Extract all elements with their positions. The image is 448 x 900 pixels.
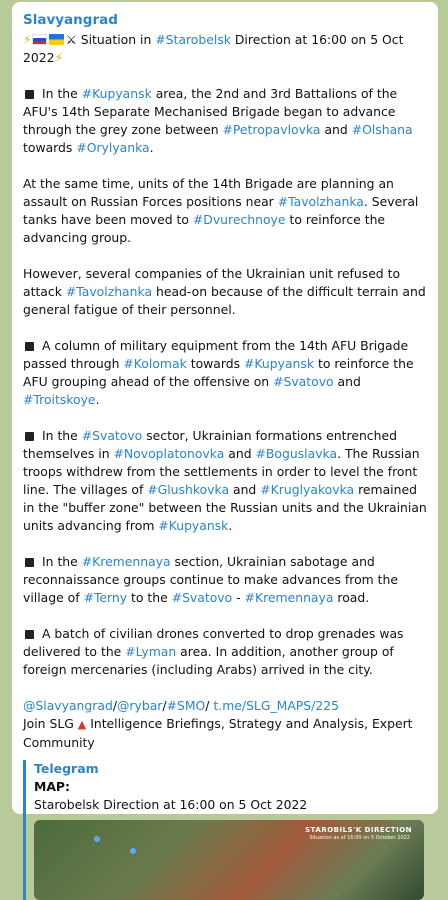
hashtag-link[interactable]: #Kremennaya — [81, 554, 171, 569]
hashtag-link[interactable]: #Kolomak — [123, 356, 187, 371]
hashtag-link[interactable]: #Tavolzhanka — [65, 284, 153, 299]
preview-description: Starobelsk Direction at 16:00 on 5 Oct 2022 — [34, 797, 308, 812]
paragraph-3: However, several companies of the Ukrainian unit refused to attack #Tavolzhanka head-on because of the difficult terrain and general fatigue of their personnel. — [23, 266, 426, 317]
lightning-icon: ⚡ — [54, 50, 64, 65]
mention-link[interactable]: @Slavyangrad — [23, 698, 113, 713]
russia-flag-icon — [32, 34, 47, 45]
hashtag-link[interactable]: #Kupyansk — [81, 86, 152, 101]
hashtag-link[interactable]: #Petropavlovka — [222, 122, 321, 137]
preview-title: MAP: — [34, 779, 70, 794]
hashtag-link[interactable]: #Kupyansk — [244, 356, 315, 371]
red-triangle-icon: ▲ — [77, 718, 87, 731]
headline: ⚡ ⚔ Situation in #Starobelsk Direction at 16:00 on 5 Oct 2022⚡ — [23, 32, 404, 65]
hashtag-link[interactable]: #Kremennaya — [244, 590, 334, 605]
hashtag-link[interactable]: #Troitskoye — [23, 392, 96, 407]
message-text — [23, 31, 428, 752]
link-preview[interactable] — [23, 760, 428, 900]
lightning-icon: ⚡ — [23, 32, 32, 47]
channel-name[interactable]: Slavyangrad — [23, 12, 118, 28]
map-label: STAROBILS'K DIRECTION — [305, 826, 412, 834]
hashtag-link[interactable]: #Starobelsk — [155, 32, 231, 47]
paragraph-2: At the same time, units of the 14th Brigade are planning an assault on Russian Forces positions near #Tavolzhanka. Several tanks have been moved to #Dvurechnoye to reinforce the advancing group. — [23, 176, 419, 245]
hashtag-link[interactable]: #Tavolzhanka — [277, 194, 364, 209]
hashtag-link[interactable]: #Terny — [83, 590, 128, 605]
map-marker-icon — [94, 836, 100, 842]
paragraph-5: In the #Svatovo sector, Ukrainian formations entrenched themselves in #Novoplatonovka and #Boguslavka. The Russian troops withdrew from the settlements in order to level the front line. The villages of #Glushkovka and #Kruglyakovka remained in the "buffer zone" between the Russian units and the Ukrainian units advancing from #Kupyansk. — [23, 428, 427, 533]
preview-site-name: Telegram — [34, 761, 99, 776]
hashtag-link[interactable]: #SMO — [166, 698, 206, 713]
message-bubble — [12, 2, 438, 841]
hashtag-link[interactable]: #Dvurechnoye — [192, 212, 286, 227]
black-square-icon — [25, 630, 34, 639]
url-link[interactable]: t.me/SLG_MAPS/225 — [213, 698, 339, 713]
channel-links: @Slavyangrad/@rybar/#SMO/ t.me/SLG_MAPS/225 Join SLG ▲ Intelligence Briefings, Strategy and Analysis, Expert Community — [23, 698, 413, 750]
paragraph-6: In the #Kremennaya section, Ukrainian sabotage and reconnaissance groups continue to make advances from the village of #Terny to the #Svatovo - #Kremennaya road. — [23, 554, 399, 605]
black-square-icon — [25, 90, 34, 99]
hashtag-link[interactable]: #Boguslavka — [255, 446, 338, 461]
hashtag-link[interactable]: #Lyman — [125, 644, 177, 659]
paragraph-4: A column of military equipment from the 14th AFU Brigade passed through #Kolomak towards #Kupyansk to reinforce the AFU grouping ahead of the offensive on #Svatovo and #Troitskoye. — [23, 338, 414, 407]
paragraph-7: A batch of civilian drones converted to drop grenades was delivered to the #Lyman area. In addition, another group of foreign mercenaries (including Arabs) arrived in the city. — [23, 626, 404, 677]
hashtag-link[interactable]: #Orylyanka — [76, 140, 150, 155]
hashtag-link[interactable]: #Svatovo — [171, 590, 233, 605]
hashtag-link[interactable]: #Olshana — [351, 122, 413, 137]
map-sublabel: Situation as of 16:00 on 5 October 2022 — [309, 835, 410, 841]
black-square-icon — [25, 432, 34, 441]
hashtag-link[interactable]: #Novoplatonovka — [113, 446, 225, 461]
preview-map-image[interactable] — [34, 820, 424, 900]
hashtag-link[interactable]: #Glushkovka — [147, 482, 230, 497]
hashtag-link[interactable]: #Svatovo — [273, 374, 334, 389]
ukraine-flag-icon — [49, 34, 64, 45]
hashtag-link[interactable]: #Svatovo — [81, 428, 143, 443]
map-marker-icon — [130, 848, 136, 854]
hashtag-link[interactable]: #Kruglyakovka — [260, 482, 355, 497]
mention-link[interactable]: @rybar — [117, 698, 163, 713]
black-square-icon — [25, 342, 34, 351]
hashtag-link[interactable]: #Kupyansk — [158, 518, 229, 533]
black-square-icon — [25, 558, 34, 567]
crossed-swords-icon: ⚔ — [65, 32, 77, 47]
paragraph-1: In the #Kupyansk area, the 2nd and 3rd Battalions of the AFU's 14th Separate Mechanised Brigade began to advance through the grey zone between #Petropavlovka and #Olshana towards #Orylyanka. — [23, 86, 413, 155]
